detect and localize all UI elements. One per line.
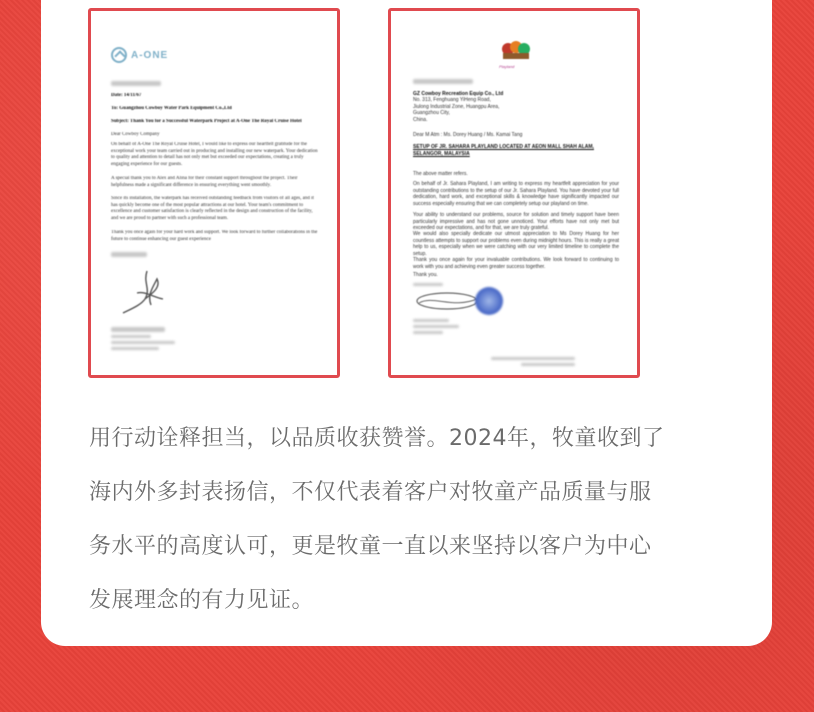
a-one-logo-icon [111,47,127,63]
thank-you-letter-playland [388,8,640,378]
caption-line: 用行动诠释担当，以品质收获赞誉。2024年，牧童收到了 [89,426,665,451]
blurred-closing [111,252,147,257]
letter-paragraph: Your ability to understand our problems, source for solution and timely support have been particularly impressive and has not gone unnoticed. Your efforts have not only met but exceeded our expectations, and for that, we are truly grateful. [413,212,619,232]
letter-paragraph: On behalf of A-One The Royal Cruise Hotel, I would like to express our heartfelt gratitude for the exceptional work your team carried out in producing and installing our new waterpark. Your dedication to quality and attention to detail has not only met but exceeded our expectations, creating a truly engaging experience for our guests. [111,142,318,167]
blurred-date [413,79,473,84]
blurred-footer [521,363,575,366]
blurred-name [111,81,161,86]
blurred-signatory [111,327,165,332]
letter-salutation: Dear Cowboy Company [111,132,160,137]
blurred-closing [413,283,443,286]
caption-line: 海内外多封表扬信，不仅代表着客户对牧童产品质量与服 [89,480,652,505]
letter-paragraph: Thank you once again for your hard work and support. We look forward to further collaborations in the future to continue enhancing our guest experience [111,230,318,242]
letter-paragraph: On behalf of Jr. Sahara Playland, I am writing to express my heartfelt appreciation for your outstanding contributions to the setup of our Jr. Sahara Playland. You have devoted your full dedication, hard work, and exceptional skills & knowledge have significantly impacted our success especially ensuring that we can completely setup our playland on time. [413,181,619,207]
blurred-title [413,331,443,334]
letter-heading: SETUP OF JR. SAHARA PLAYLAND LOCATED AT AEON MALL SHAH ALAM, SELANGOR, MALAYSIA [413,144,594,157]
letter-date: Date: 14/11/67 [111,93,142,98]
letter-attention: Dear M Atm : Ms. Dorey Huang / Ms. Kamai Tang [413,132,523,138]
handwritten-signature [117,269,177,315]
recipient-company: GZ Cowboy Recreation Equip Co., Ltd [413,91,504,97]
thank-you-letter-a-one [88,8,340,378]
blurred-title [111,347,159,350]
blurred-title [111,335,151,338]
caption-line: 务水平的高度认可，更是牧童一直以来坚持以客户为中心 [89,534,652,559]
a-one-logo [111,47,168,63]
letter-paragraph: A special thank you to Alex and Alina for their constant support throughout the project. Their helpfulness made a significant difference in ensuring everything went smoothly. [111,176,298,188]
recipient-address: No. 313, Fenghuang YiHeng Road, Jiulong Industrial Zone, Huangpu Area, Guangzhou City, China. [413,97,500,123]
caption-paragraph [89,412,729,628]
blurred-footer [491,357,575,360]
blurred-title [111,341,175,344]
letter-recipient: To: Guangzhou Cowboy Water Park Equipment Co.,Ltd [111,106,232,111]
letter-paragraph: We would also specially dedicate our utmost appreciation to Ms Dorey Huang for her countless attempts to support our problems even during midnight hours. This is really a great help to us, especially when we were catching with our very limited timeline to complete the setup. [413,231,619,257]
blurred-title [413,325,459,328]
letter-paragraph: The above matter refers. [413,171,468,177]
letter-paragraph: Thank you. [413,272,438,278]
letter-paragraph: Since its installation, the waterpark has received outstanding feedback from visitors of all ages, and it has quickly become one of the most popular attractions at our hotel. Your team's commitment to excellence and customer satisfaction is clearly reflected in the design and construction of the facility, and we are proud to partner with such a professional team. [111,196,314,221]
company-stamp-icon [475,287,503,315]
handwritten-signature [413,287,483,317]
playland-logo [499,39,533,65]
playland-logo-text: Playland [499,64,515,69]
a-one-logo-text: A-ONE [131,49,169,61]
blurred-signatory [413,319,449,322]
letter-paragraph: Thank you once again for your invaluable contributions. We look forward to continuing to work with you and achieving even greater success together. [413,257,619,270]
letter-subject: Subject: Thank You for a Successful Waterpark Project at A-One The Royal Cruise Hotel [111,119,302,124]
caption-line: 发展理念的有力见证。 [89,588,315,613]
